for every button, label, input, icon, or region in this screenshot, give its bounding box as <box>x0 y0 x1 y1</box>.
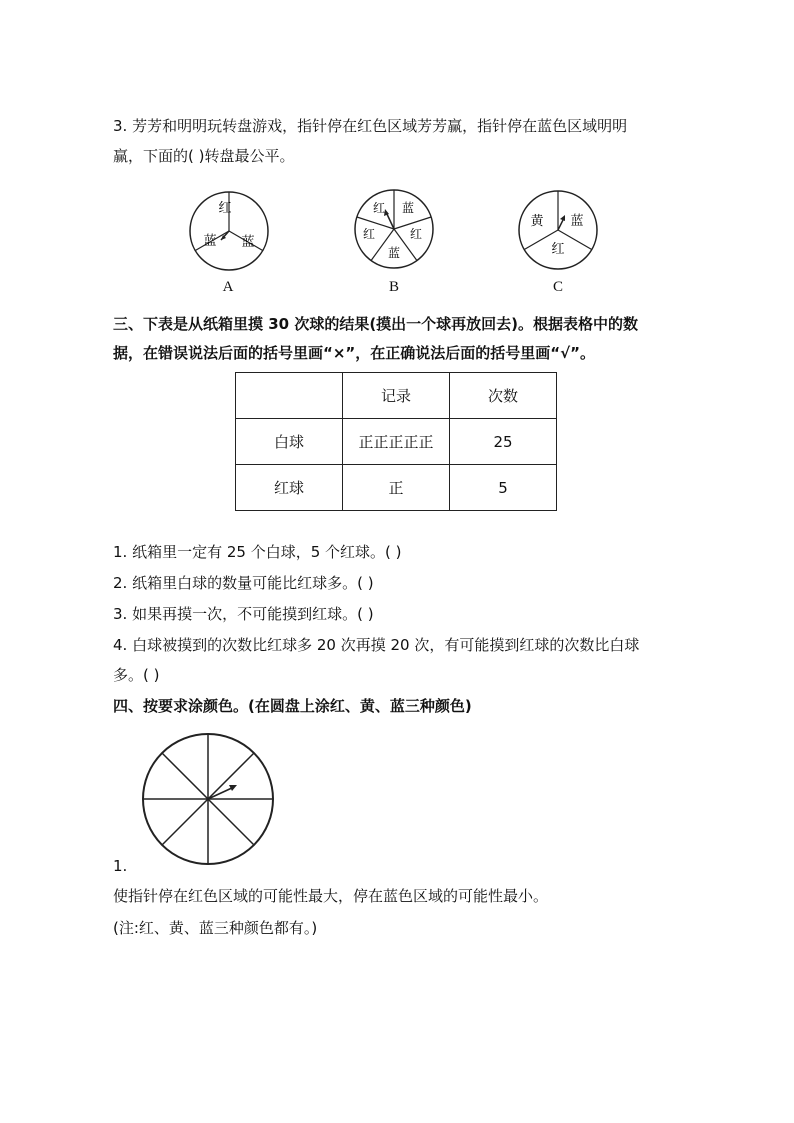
section3-text-line2: 据，在错误说法后面的括号里画“×”，在正确说法后面的括号里画“√”。 <box>113 344 596 362</box>
table-header-cell: 记录 <box>343 373 450 419</box>
table-cell: 正 <box>343 465 450 511</box>
table-header-cell: 次数 <box>450 373 557 419</box>
table-header-row <box>236 373 557 419</box>
table-cell: 红球 <box>236 465 343 511</box>
statement-1: 1. 纸箱里一定有 25 个白球，5 个红球。( ) <box>113 543 402 561</box>
spinner-a-graphic <box>188 190 270 272</box>
spinner-b-label-1: 红 <box>372 201 386 215</box>
spinner-b-label-4: 红 <box>362 227 376 241</box>
table-cell: 5 <box>450 465 557 511</box>
table-header-cell <box>236 373 343 419</box>
table-row <box>236 419 557 465</box>
record-table <box>235 372 557 511</box>
section4-note: (注:红、黄、蓝三种颜色都有。) <box>113 919 318 937</box>
statement-3: 3. 如果再摸一次，不可能摸到红球。( ) <box>113 605 374 623</box>
spinner-b-graphic <box>353 188 435 270</box>
statement-4: 4. 白球被摸到的次数比红球多 20 次再摸 20 次，有可能摸到红球的次数比白球 <box>113 636 640 654</box>
spinner-a-label-2: 蓝 <box>203 234 217 249</box>
section4-title: 四、按要求涂颜色。(在圆盘上涂红、黄、蓝三种颜色) <box>113 697 472 715</box>
table-cell: 正正正正正 <box>343 419 450 465</box>
statement-2: 2. 纸箱里白球的数量可能比红球多。( ) <box>113 574 374 592</box>
spinner-a-label-3: 蓝 <box>241 235 255 250</box>
spinner-a <box>188 190 270 272</box>
statement-4-continued: 多。( ) <box>113 666 160 684</box>
spinner-c-label-3: 红 <box>551 242 565 257</box>
spinner-b <box>353 188 435 270</box>
spinner-b-label-5: 蓝 <box>387 246 401 260</box>
coloring-wheel[interactable] <box>141 732 275 870</box>
spinner-b-label-2: 蓝 <box>401 201 415 215</box>
section4-item-number: 1. <box>113 857 128 875</box>
q3-text-line2: 赢，下面的( )转盘最公平。 <box>113 147 295 165</box>
table-row <box>236 465 557 511</box>
q3-text-line1: 3. 芳芳和明明玩转盘游戏，指针停在红色区域芳芳赢，指针停在蓝色区域明明 <box>113 117 628 135</box>
spinner-c-label-2: 蓝 <box>570 214 584 229</box>
spinner-b-letter: B <box>388 279 399 295</box>
spinner-a-letter: A <box>222 279 234 295</box>
spinner-c <box>517 189 599 271</box>
section4-instruction: 使指针停在红色区域的可能性最大，停在蓝色区域的可能性最小。 <box>113 887 549 905</box>
spinner-a-label-1: 红 <box>218 201 232 216</box>
spinner-c-label-1: 黄 <box>530 214 544 229</box>
table-cell: 白球 <box>236 419 343 465</box>
table-cell: 25 <box>450 419 557 465</box>
spinner-b-label-3: 红 <box>409 227 423 241</box>
section3-text-line1: 三、下表是从纸箱里摸 30 次球的结果(摸出一个球再放回去)。根据表格中的数 <box>113 315 639 333</box>
spinner-c-letter: C <box>552 279 563 295</box>
spinner-c-graphic <box>517 189 599 271</box>
coloring-wheel-graphic <box>141 732 275 866</box>
